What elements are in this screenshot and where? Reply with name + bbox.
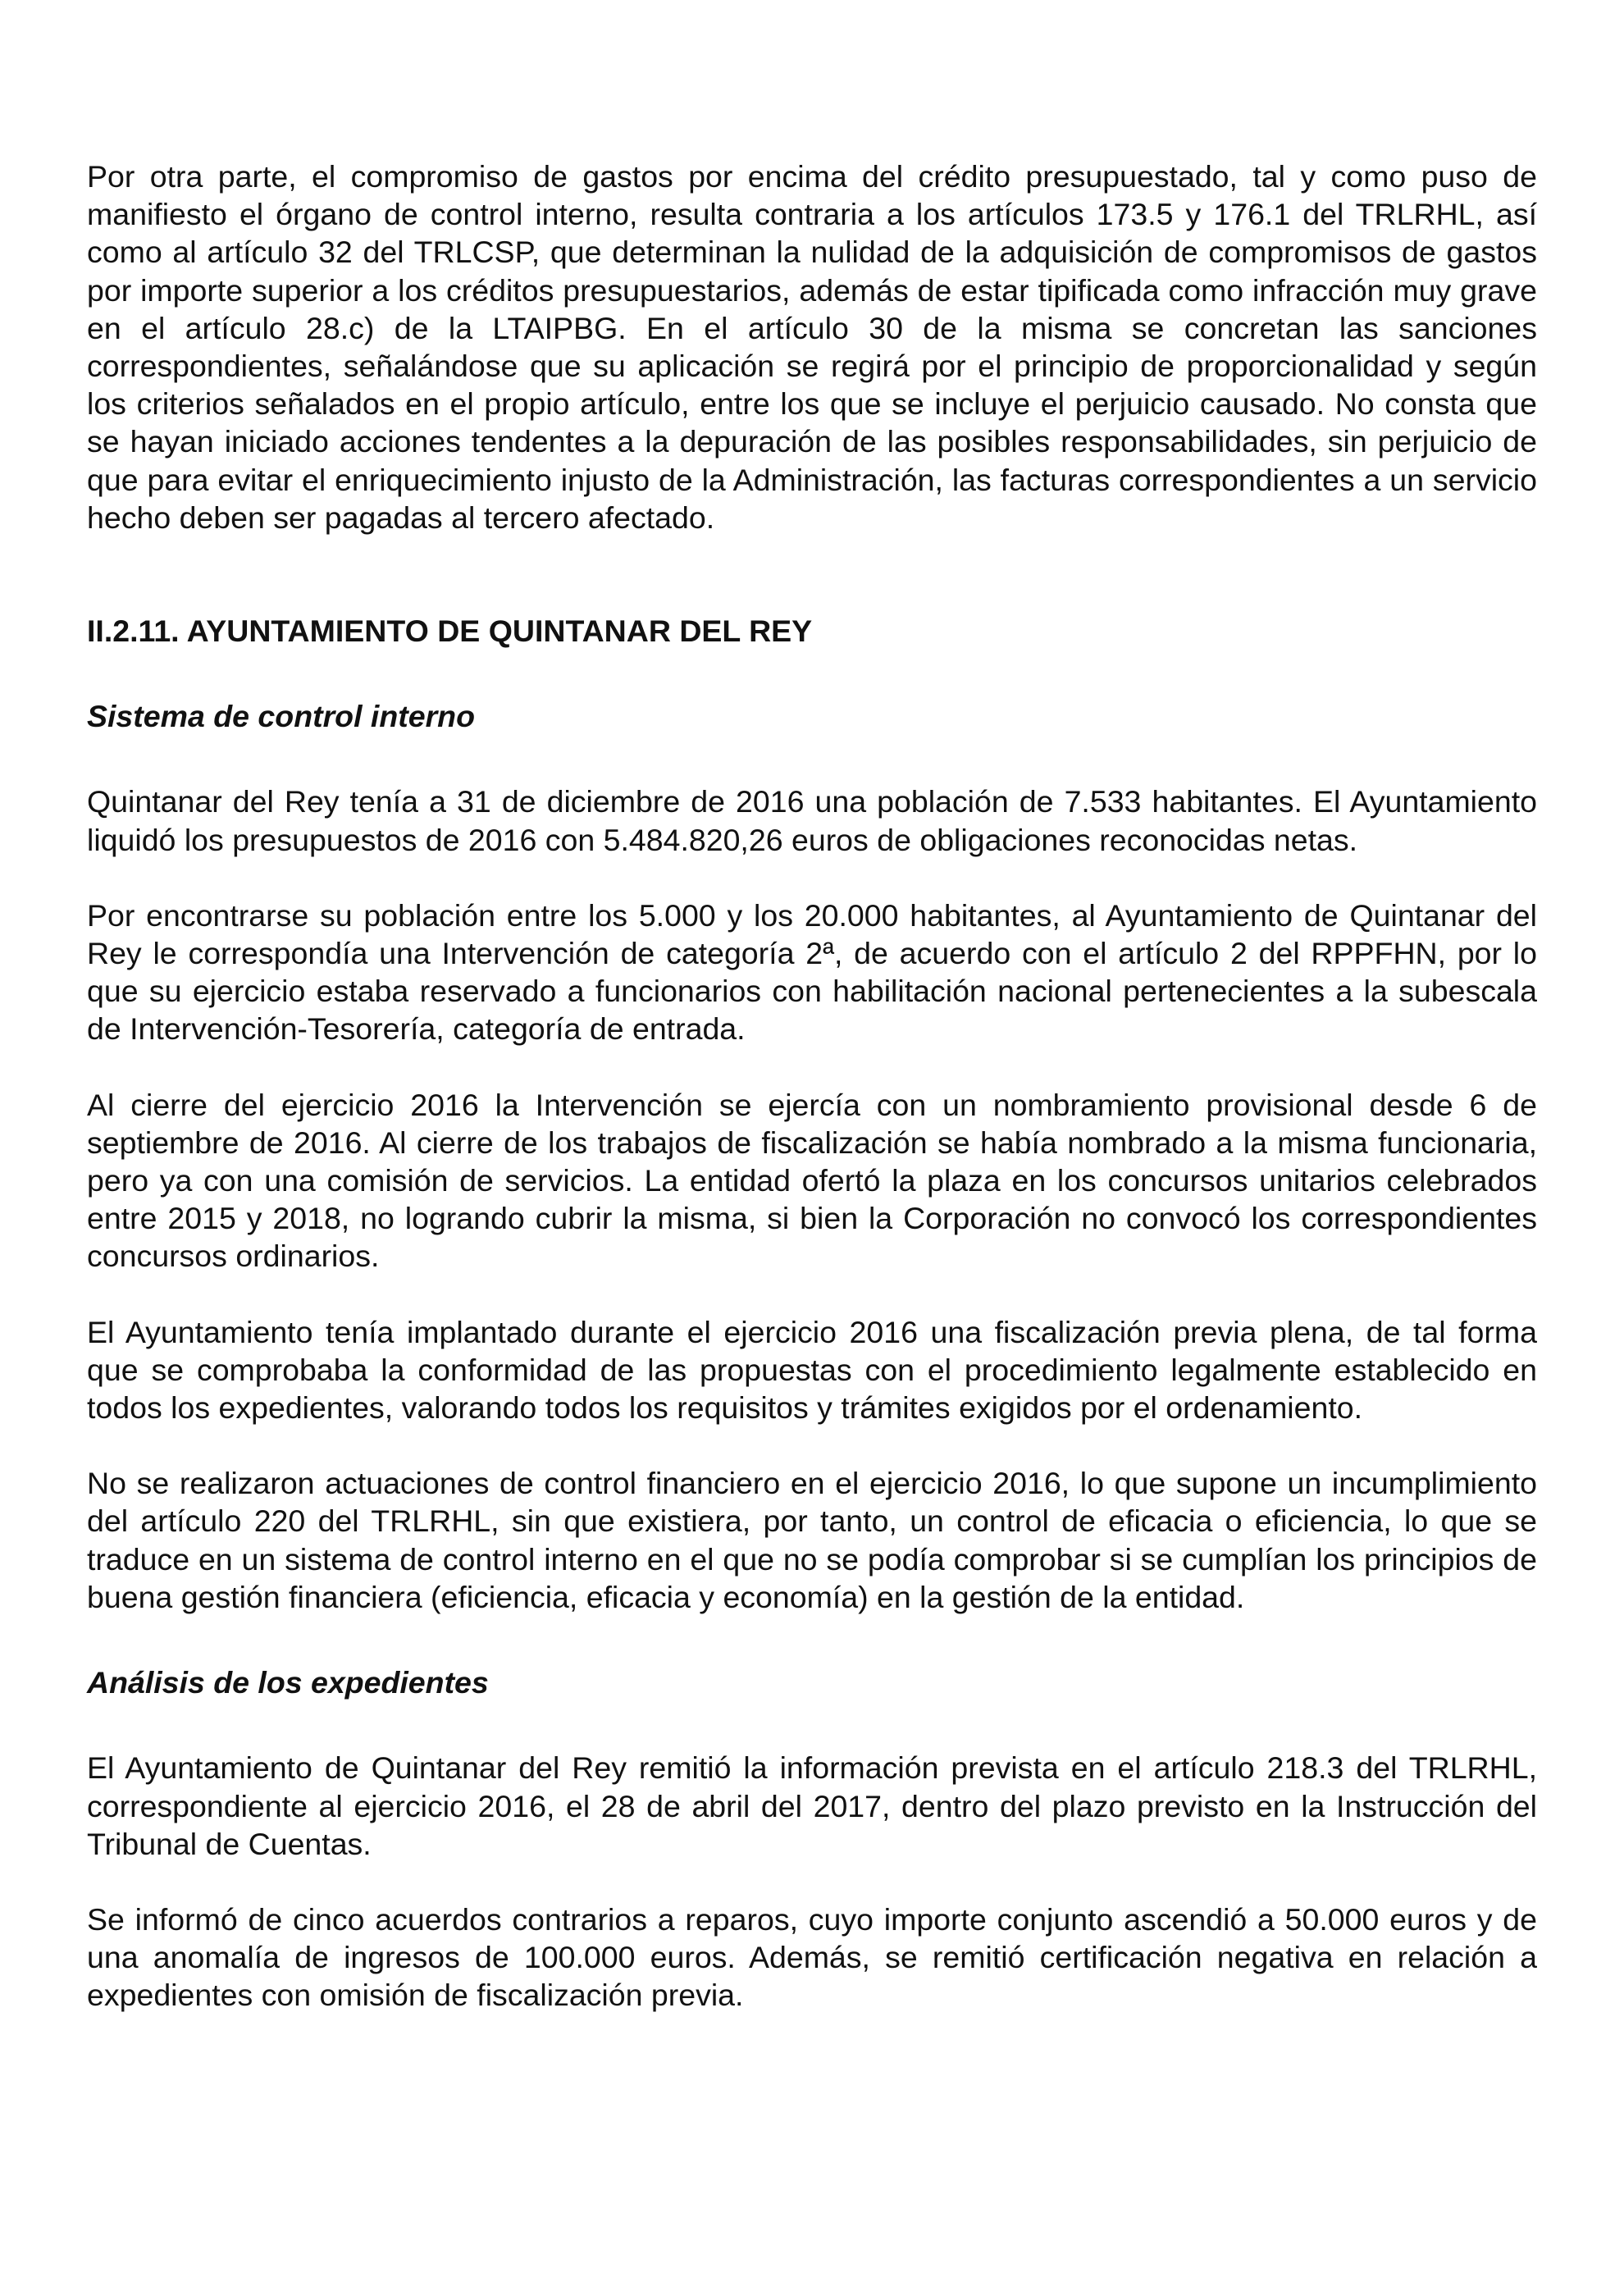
- body-paragraph: El Ayuntamiento tenía implantado durante el ejercicio 2016 una fiscalización previa plena, de tal forma que se comprobaba la conformidad de las propuestas con el procedimiento legalmente establecido en todos los expedientes, valorando todos los requisitos y trámites exigidos por el ordenamiento.: [87, 1314, 1537, 1426]
- body-paragraph: Por encontrarse su población entre los 5.000 y los 20.000 habitantes, al Ayuntamiento de Quintanar del Rey le correspondía una Intervención de categoría 2ª, de acuerdo con el artículo 2 del RPPFHN, por lo que su ejercicio estaba reservado a funcionarios con habilitación nacional pertenecientes a la subescala de Intervención-Tesorería, categoría de entrada.: [87, 897, 1537, 1047]
- subsection-heading-control-interno: Sistema de control interno: [87, 699, 475, 734]
- document-page: [87, 157, 1537, 2052]
- body-paragraph: Quintanar del Rey tenía a 31 de diciembre de 2016 una población de 7.533 habitantes. El Ayuntamiento liquidó los presupuestos de 2016 con 5.484.820,26 euros de obligaciones reconocidas netas.: [87, 784, 1537, 857]
- body-paragraph: Al cierre del ejercicio 2016 la Intervención se ejercía con un nombramiento provisional desde 6 de septiembre de 2016. Al cierre de los trabajos de fiscalización se había nombrado a la misma funcionaria, pero ya con una comisión de servicios. La entidad ofertó la plaza en los concursos unitarios celebrados entre 2015 y 2018, no logrando cubrir la misma, si bien la Corporación no convocó los correspondientes concursos ordinarios.: [87, 1087, 1537, 1274]
- body-paragraph: Se informó de cinco acuerdos contrarios a reparos, cuyo importe conjunto ascendió a 50.000 euros y de una anomalía de ingresos de 100.000 euros. Además, se remitió certificación negativa en relación a expedientes con omisión de fiscalización previa.: [87, 1901, 1537, 2013]
- body-paragraph: El Ayuntamiento de Quintanar del Rey remitió la información prevista en el artículo 218.3 del TRLRHL, correspondiente al ejercicio 2016, el 28 de abril del 2017, dentro del plazo previsto en la Instrucción del Tribunal de Cuentas.: [87, 1750, 1537, 1861]
- body-paragraph: No se realizaron actuaciones de control financiero en el ejercicio 2016, lo que supone un incumplimiento del artículo 220 del TRLRHL, sin que existiera, por tanto, un control de eficacia o eficiencia, lo que se traduce en un sistema de control interno en el que no se podía comprobar si se cumplían los principios de buena gestión financiera (eficiencia, eficacia y economía) en la gestión de la entidad.: [87, 1466, 1537, 1614]
- section-title: II.2.11. AYUNTAMIENTO DE QUINTANAR DEL REY: [87, 614, 813, 649]
- subsection-heading-analisis-expedientes: Análisis de los expedientes: [87, 1665, 489, 1700]
- intro-paragraph: Por otra parte, el compromiso de gastos por encima del crédito presupuestado, tal y como puso de manifiesto el órgano de control interno, resulta contraria a los artículos 173.5 y 176.1 del TRLRHL, así como al artículo 32 del TRLCSP, que determinan la nulidad de la adquisición de compromisos de gastos por importe superior a los créditos presupuestarios, además de estar tipificada como infracción muy grave en el artículo 28.c) de la LTAIPBG. En el artículo 30 de la misma se concretan las sanciones correspondientes, señalándose que su aplicación se regirá por el principio de proporcionalidad y según los criterios señalados en el propio artículo, entre los que se incluye el perjuicio causado. No consta que se hayan iniciado acciones tendentes a la depuración de las posibles responsabilidades, sin perjuicio de que para evitar el enriquecimiento injusto de la Administración, las facturas correspondientes a un servicio hecho deben ser pagadas al tercero afectado.: [87, 159, 1537, 535]
